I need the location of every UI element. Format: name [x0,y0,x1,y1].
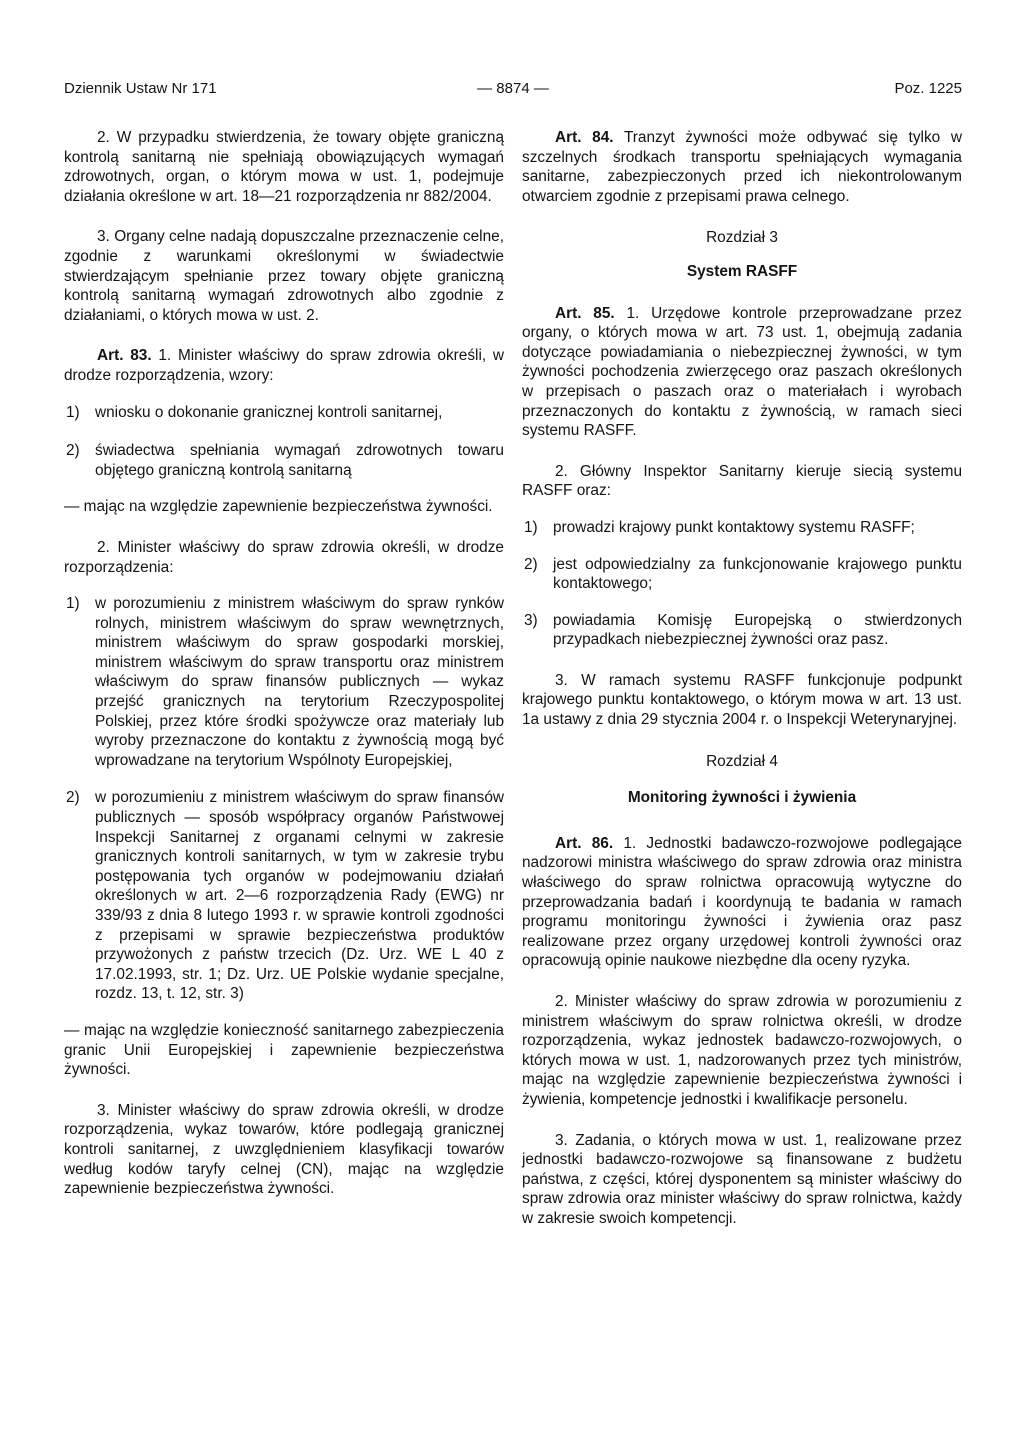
list-item-text: prowadzi krajowy punkt kontaktowy systemu RASFF; [553,518,915,536]
article-83-2-list [64,594,504,1004]
article-83-paragraph-2: 2. Minister właściwy do spraw zdrowia określi, w drodze rozporządzenia: [64,538,504,576]
article-86-paragraph-2: 2. Minister właściwy do spraw zdrowia w porozumieniu z ministrem właściwym do spraw rolnictwa określi, w drodze rozporządzenia, wykaz jednostek badawczo-rozwojowych, o których mowa w ust. 1, nadzorowanych przez tych ministrów, mając na względzie zapewnienie bezpieczeństwa żywności i żywienia, kompetencje jednostki i kwalifikacje personelu. [522,993,962,1108]
article-85-label: Art. 85. [555,304,615,322]
list-item-number: 1) [66,403,80,421]
list-item [64,403,504,423]
article-85-paragraph-2: 2. Główny Inspektor Sanitarny kieruje siecią systemu RASFF oraz: [522,462,962,500]
article-83-closing: — mając na względzie zapewnienie bezpieczeństwa żywności. [64,498,493,516]
left-column [64,128,504,1199]
article-86-text: 1. Jednostki badawczo-rozwojowe podlegające nadzorowi ministra właściwego do spraw zdrowia oraz ministra właściwego do spraw rolnictwa opracowują wytyczne do przeprowadzania badań i koordynują te badania w ramach programu monitoringu żywności i żywienia oraz pasz realizowane przez organy urzędowej kontroli żywności oraz opracowują opinie naukowe niezbędne dla oceny ryzyka. [522,834,962,970]
article-86-label: Art. 86. [555,834,614,852]
list-item-text: powiadamia Komisję Europejską o stwierdzonych przypadkach niebezpiecznej żywności oraz pasz. [553,611,962,649]
right-column [522,128,962,1229]
article-83-2-closing: — mając na względzie konieczność sanitarnego zabezpieczenia granic Unii Europejskiej i zapewnienie bezpieczeństwa żywności. [64,1021,504,1079]
article-84-label: Art. 84. [555,129,614,146]
list-item-text: w porozumieniu z ministrem właściwym do spraw rynków rolnych, ministrem właściwym do spraw wewnętrznych, ministrem właściwym do spraw gospodarki morskiej, ministrem właściwym do spraw transportu oraz ministrem właściwym do spraw finansów publicznych — wykaz przejść granicznych na terytorium Rzeczypospolitej Polskiej, przez które środki spożywcze oraz materiały lub wyroby przeznaczone do kontaktu z żywnością mogą być wprowadzane na terytorium Wspólnoty Europejskiej, [95,595,504,769]
paragraph-82-2: 2. W przypadku stwierdzenia, że towary objęte graniczną kontrolą sanitarną nie spełniają obowiązujących wymagań zdrowotnych, organ, o którym mowa w ust. 1, podejmuje działania określone w art. 18—21 rozporządzenia nr 882/2004. [64,129,504,205]
list-item-text: jest odpowiedzialny za funkcjonowanie krajowego punktu kontaktowego; [553,555,962,593]
article-86-paragraph-3: 3. Zadania, o których mowa w ust. 1, realizowane przez jednostki badawczo-rozwojowe są finansowane z budżetu państwa, z części, której dysponentem są minister właściwy do spraw zdrowia oraz minister właściwy do spraw rolnictwa, każdy w zakresie swoich kompetencji. [522,1131,962,1227]
list-item [64,441,504,480]
article-84-text: Tranzyt żywności może odbywać się tylko w szczelnych środkach transportu spełniających wymagania sanitarne, zabezpieczonych przed ich niekontrolowanym otwarciem zgodnie z przepisami prawa celnego. [522,129,962,205]
article-84 [522,128,962,206]
list-item [522,555,962,594]
list-item-text: w porozumieniu z ministrem właściwym do spraw finansów publicznych — sposób współpracy organów Państwowej Inspekcji Sanitarnej z organami celnymi w zakresie granicznych kontroli sanitarnych, w tym w zakresie trybu postępowania tych organów w podejmowaniu działań określonych w art. 2—6 rozporządzenia Rady (EWG) nr 339/93 z dnia 8 lutego 1993 r. w sprawie kontroli zgodności z przepisami w sprawie bezpieczeństwa produktów przywożonych z państw trzecich (Dz. Urz. WE L 40 z 17.02.1993, str. 1; Dz. Urz. UE Polskie wydanie specjalne, rozdz. 13, t. 12, str. 3) [95,789,504,1003]
article-83-paragraph-1 [64,346,504,385]
article-83-text: 1. Minister właściwy do spraw zdrowia określi, w drodze rozporządzenia, wzory: [64,347,504,384]
article-83-list [64,403,504,481]
article-85-text: 1. Urzędowe kontrole przeprowadzane przez organy, o których mowa w art. 73 ust. 1, obejmują zadania dotyczące powiadamiania o niebezpiecznej żywności, w tym żywności pochodzenia zwierzęcego oraz paszach określonych w przepisach o paszach oraz o materiałach i wyrobach przeznaczonych do kontaktu z żywnością, w ramach sieci systemu RASFF. [522,304,962,440]
position-number: Poz. 1225 [894,80,962,97]
list-item-number: 1) [66,595,80,613]
article-83-paragraph-3: 3. Minister właściwy do spraw zdrowia określi, w drodze rozporządzenia, wykaz towarów, które podlegają granicznej kontroli sanitarnej, z uwzględnieniem klasyfikacji towarów według kodów taryfy celnej (CN), mając na względzie zapewnienie bezpieczeństwa żywności. [64,1101,504,1198]
list-item [522,518,962,538]
list-item-number: 1) [524,518,538,536]
list-item-text: świadectwa spełniania wymagań zdrowotnych towaru objętego graniczną kontrolą sanitarną [95,442,504,479]
page-header [64,80,962,104]
journal-title: Dziennik Ustaw Nr 171 [64,80,217,97]
chapter-3-label: Rozdział 3 [706,229,778,247]
list-item-number: 3) [524,611,538,629]
chapter-4-label: Rozdział 4 [706,752,778,770]
list-item-number: 2) [524,555,538,573]
list-item [64,788,504,1004]
article-85-paragraph-3: 3. W ramach systemu RASFF funkcjonuje podpunkt krajowego punktu kontaktowego, o którym mowa w art. 13 ust. 1a ustawy z dnia 29 stycznia 2004 r. o Inspekcji Weterynaryjnej. [522,671,962,729]
article-85-paragraph-1 [522,304,962,441]
paragraph-82-3: 3. Organy celne nadają dopuszczalne przeznaczenie celne, zgodnie z warunkami określonymi w świadectwie stwierdzającym spełnianie przez towary objęte graniczną kontrolą sanitarną wymagań zdrowotnych albo zgodnie z działaniami, o których mowa w ust. 2. [64,228,504,324]
list-item-number: 2) [66,442,80,460]
list-item-number: 2) [66,789,80,807]
list-item [522,611,962,650]
article-83-label: Art. 83. [97,347,152,365]
article-86-paragraph-1 [522,834,962,971]
page-number: — 8874 — [477,80,549,97]
list-item-text: wniosku o dokonanie granicznej kontroli sanitarnej, [95,403,443,421]
chapter-3-title: System RASFF [686,262,798,280]
chapter-4-title: Monitoring żywności i żywienia [627,789,857,807]
list-item [64,594,504,770]
article-85-list [522,518,962,650]
